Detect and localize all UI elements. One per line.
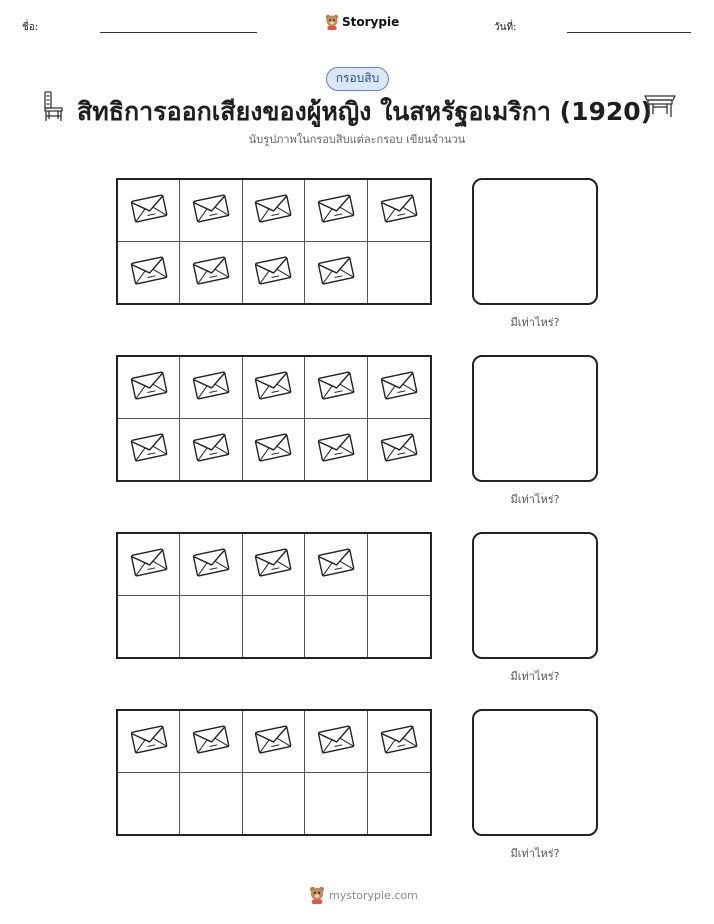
envelope-icon xyxy=(129,544,169,584)
brand-name: Storypie xyxy=(342,15,400,29)
ten-frame-cell xyxy=(118,357,180,419)
ten-frame-cell xyxy=(305,596,367,658)
envelope-icon xyxy=(253,367,293,407)
page-title: สิทธิการออกเสียงของผู้หญิง ในสหรัฐอเมริกา (1920) xyxy=(77,97,653,126)
instructions: นับรูปภาพในกรอบสิบแต่ละกรอบ เขียนจำนวน xyxy=(248,133,466,146)
envelope-icon xyxy=(129,190,169,230)
ten-frame-cell xyxy=(243,357,305,419)
ten-frame-cell xyxy=(180,242,242,304)
envelope-icon xyxy=(253,721,293,761)
bear-icon xyxy=(325,14,339,30)
envelope-icon xyxy=(253,190,293,230)
ten-frame-cell xyxy=(305,711,367,773)
brand-logo xyxy=(325,14,399,30)
answer-box[interactable] xyxy=(472,709,598,836)
answer-prompt: มีเท่าไหร่? xyxy=(510,493,560,506)
bear-icon xyxy=(309,886,325,904)
ten-frame-cell xyxy=(118,711,180,773)
ten-frame-cell xyxy=(243,596,305,658)
footer-url: mystorypie.com xyxy=(329,888,418,902)
answer-box[interactable] xyxy=(472,178,598,305)
envelope-icon xyxy=(129,721,169,761)
ten-frame-cell xyxy=(305,242,367,304)
envelope-icon xyxy=(379,429,419,469)
ten-frame-cell xyxy=(180,419,242,481)
ten-frame-cell xyxy=(305,180,367,242)
ten-frame-cell xyxy=(243,419,305,481)
ten-frame-cell xyxy=(243,711,305,773)
chair-icon xyxy=(40,90,66,122)
envelope-icon xyxy=(191,544,231,584)
envelope-icon xyxy=(316,367,356,407)
ten-frame xyxy=(116,709,432,836)
envelope-icon xyxy=(191,721,231,761)
ten-frame-cell xyxy=(180,773,242,835)
answer-prompt: มีเท่าไหร่? xyxy=(510,847,560,860)
ten-frame-cell xyxy=(305,419,367,481)
envelope-icon xyxy=(379,190,419,230)
envelope-icon xyxy=(253,544,293,584)
envelope-icon xyxy=(316,544,356,584)
envelope-icon xyxy=(191,190,231,230)
date-field[interactable] xyxy=(567,32,691,33)
ten-frame xyxy=(116,532,432,659)
ten-frame-cell xyxy=(118,419,180,481)
ten-frame-cell xyxy=(180,357,242,419)
envelope-icon xyxy=(316,190,356,230)
ten-frame-cell xyxy=(305,773,367,835)
ten-frame-cell xyxy=(368,596,430,658)
answer-box[interactable] xyxy=(472,532,598,659)
ten-frame-cell xyxy=(305,534,367,596)
envelope-icon xyxy=(316,252,356,292)
ten-frame-cell xyxy=(305,357,367,419)
ten-frame-cell xyxy=(243,180,305,242)
answer-box[interactable] xyxy=(472,355,598,482)
ten-frame-cell xyxy=(243,773,305,835)
ten-frame-cell xyxy=(180,596,242,658)
table-icon xyxy=(643,92,677,118)
ten-frame-cell xyxy=(368,711,430,773)
envelope-icon xyxy=(129,429,169,469)
ten-frame-cell xyxy=(118,242,180,304)
name-field[interactable] xyxy=(100,32,257,33)
ten-frame-cell xyxy=(368,242,430,304)
ten-frame-cell xyxy=(368,180,430,242)
ten-frame-cell xyxy=(180,534,242,596)
ten-frame-cell xyxy=(118,534,180,596)
envelope-icon xyxy=(253,252,293,292)
ten-frame-cell xyxy=(368,357,430,419)
answer-prompt: มีเท่าไหร่? xyxy=(510,670,560,683)
envelope-icon xyxy=(191,367,231,407)
ten-frame-cell xyxy=(243,242,305,304)
footer xyxy=(309,886,418,904)
ten-frame-cell xyxy=(118,596,180,658)
ten-frame-cell xyxy=(243,534,305,596)
ten-frame-cell xyxy=(368,534,430,596)
envelope-icon xyxy=(379,721,419,761)
answer-prompt: มีเท่าไหร่? xyxy=(510,316,560,329)
envelope-icon xyxy=(379,367,419,407)
envelope-icon xyxy=(316,721,356,761)
ten-frame-cell xyxy=(180,180,242,242)
date-label: วันที่: xyxy=(494,22,517,33)
envelope-icon xyxy=(129,252,169,292)
ten-frame-cell xyxy=(368,419,430,481)
ten-frame-cell xyxy=(180,711,242,773)
ten-frame-cell xyxy=(368,773,430,835)
envelope-icon xyxy=(253,429,293,469)
envelope-icon xyxy=(316,429,356,469)
ten-frame-cell xyxy=(118,180,180,242)
ten-frame xyxy=(116,355,432,482)
name-label: ชื่อ: xyxy=(22,22,39,33)
envelope-icon xyxy=(129,367,169,407)
worksheet-type-badge: กรอบสิบ xyxy=(326,67,389,91)
envelope-icon xyxy=(191,429,231,469)
envelope-icon xyxy=(191,252,231,292)
ten-frame-cell xyxy=(118,773,180,835)
ten-frame xyxy=(116,178,432,305)
